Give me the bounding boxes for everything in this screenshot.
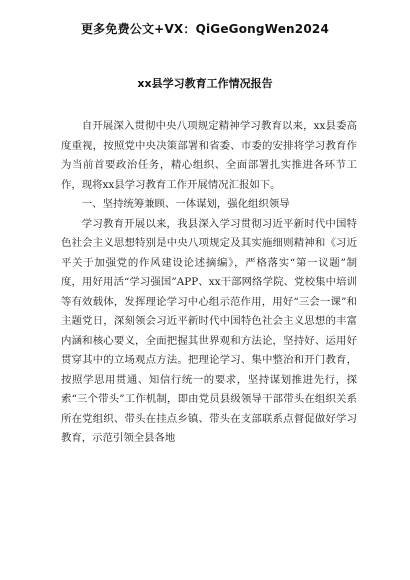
promo-banner: 更多免费公文+VX：QiGeGongWen2024 [80, 22, 329, 36]
document-body [61, 117, 357, 449]
intro-paragraph: 自开展深入贯彻中央八项规定精神学习教育以来，xx县委高度重视，按照党中央决策部署和省委、市委的安排将学习教育作为当前首要政治任务，精心组织、全面部署扎实推进各环节工作，现将xx县学习教育工作开展情况汇报如下。 [61, 120, 357, 191]
section-heading: 一、坚持统筹兼顾、一体谋划，强化组织领导 [81, 198, 290, 210]
document-title: xx县学习教育工作情况报告 [137, 77, 273, 90]
section-paragraph: 学习教育开展以来，我县深入学习贯彻习近平新时代中国特色社会主义思想特别是中央八项规定及其实施细则精神和《习近平关于加强党的作风建设论述摘编》，严格落实“第一议题”制度，用好用活“学习强国”APP、xx干部网络学院、党校集中培训等有效载体，发挥理论学习中心组示范作用，用好“三会一课”和主题党日，深刻领会习近平新时代中国特色社会主义思想的丰富内涵和核心要义，全面把握其世界观和方法论，坚持好、运用好贯穿其中的立场观点方法。把理论学习、集中整治和开门教育，按照学思用贯通、知信行统一的要求，坚持谋划推进先行，探索“三个带头”工作机制，即由党员县级领导干部带头在组织关系所在党组织、带头在挂点乡镇、带头在支部联系点督促做好学习教育，示范引领全县各地 [61, 217, 357, 444]
